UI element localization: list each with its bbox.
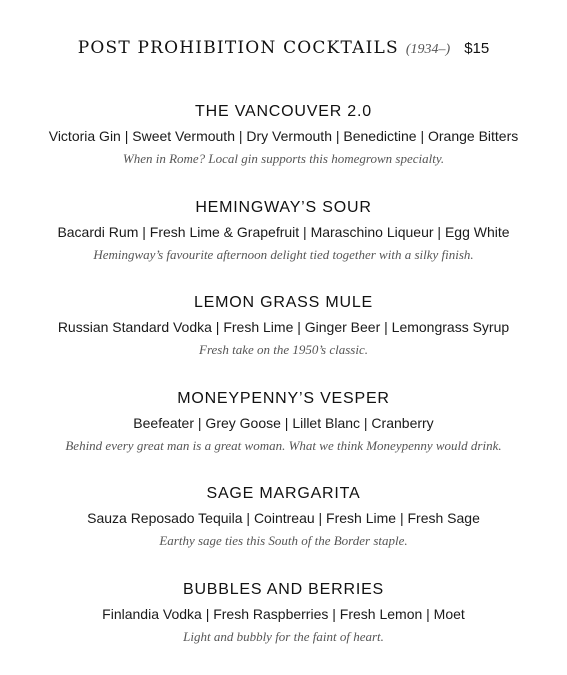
cocktail-ingredients: Bacardi Rum | Fresh Lime & Grapefruit | Maraschino Liqueur | Egg White xyxy=(0,223,567,241)
cocktail-ingredients: Finlandia Vodka | Fresh Raspberries | Fresh Lemon | Moet xyxy=(0,605,567,623)
cocktail-name: LEMON GRASS MULE xyxy=(0,293,567,313)
cocktail-list xyxy=(0,102,567,675)
menu-section-years: (1934–) xyxy=(406,42,450,57)
menu-header xyxy=(0,38,567,58)
cocktail-ingredients: Beefeater | Grey Goose | Lillet Blanc | Cranberry xyxy=(0,414,567,432)
cocktail-name: HEMINGWAY’S SOUR xyxy=(0,198,567,218)
cocktail-name: MONEYPENNY’S VESPER xyxy=(0,389,567,409)
cocktail-name: SAGE MARGARITA xyxy=(0,484,567,504)
cocktail-item xyxy=(0,580,567,675)
cocktail-item xyxy=(0,293,567,389)
cocktail-description: Light and bubbly for the faint of heart. xyxy=(0,629,567,645)
cocktail-description: Fresh take on the 1950’s classic. xyxy=(0,342,567,358)
cocktail-name: THE VANCOUVER 2.0 xyxy=(0,102,567,122)
cocktail-description: When in Rome? Local gin supports this homegrown specialty. xyxy=(0,151,567,167)
cocktail-ingredients: Sauza Reposado Tequila | Cointreau | Fresh Lime | Fresh Sage xyxy=(0,509,567,527)
cocktail-ingredients: Victoria Gin | Sweet Vermouth | Dry Vermouth | Benedictine | Orange Bitters xyxy=(0,127,567,145)
cocktail-item xyxy=(0,198,567,294)
menu-section-title: POST PROHIBITION COCKTAILS xyxy=(78,38,399,58)
cocktail-description: Behind every great man is a great woman. What we think Moneypenny would drink. xyxy=(0,438,567,454)
cocktail-description: Earthy sage ties this South of the Border staple. xyxy=(0,533,567,549)
menu-section-price: $15 xyxy=(464,40,489,57)
cocktail-ingredients: Russian Standard Vodka | Fresh Lime | Ginger Beer | Lemongrass Syrup xyxy=(0,318,567,336)
cocktail-item xyxy=(0,389,567,485)
cocktail-description: Hemingway’s favourite afternoon delight tied together with a silky finish. xyxy=(0,247,567,263)
cocktail-item xyxy=(0,484,567,580)
cocktail-item xyxy=(0,102,567,198)
cocktail-name: BUBBLES AND BERRIES xyxy=(0,580,567,600)
